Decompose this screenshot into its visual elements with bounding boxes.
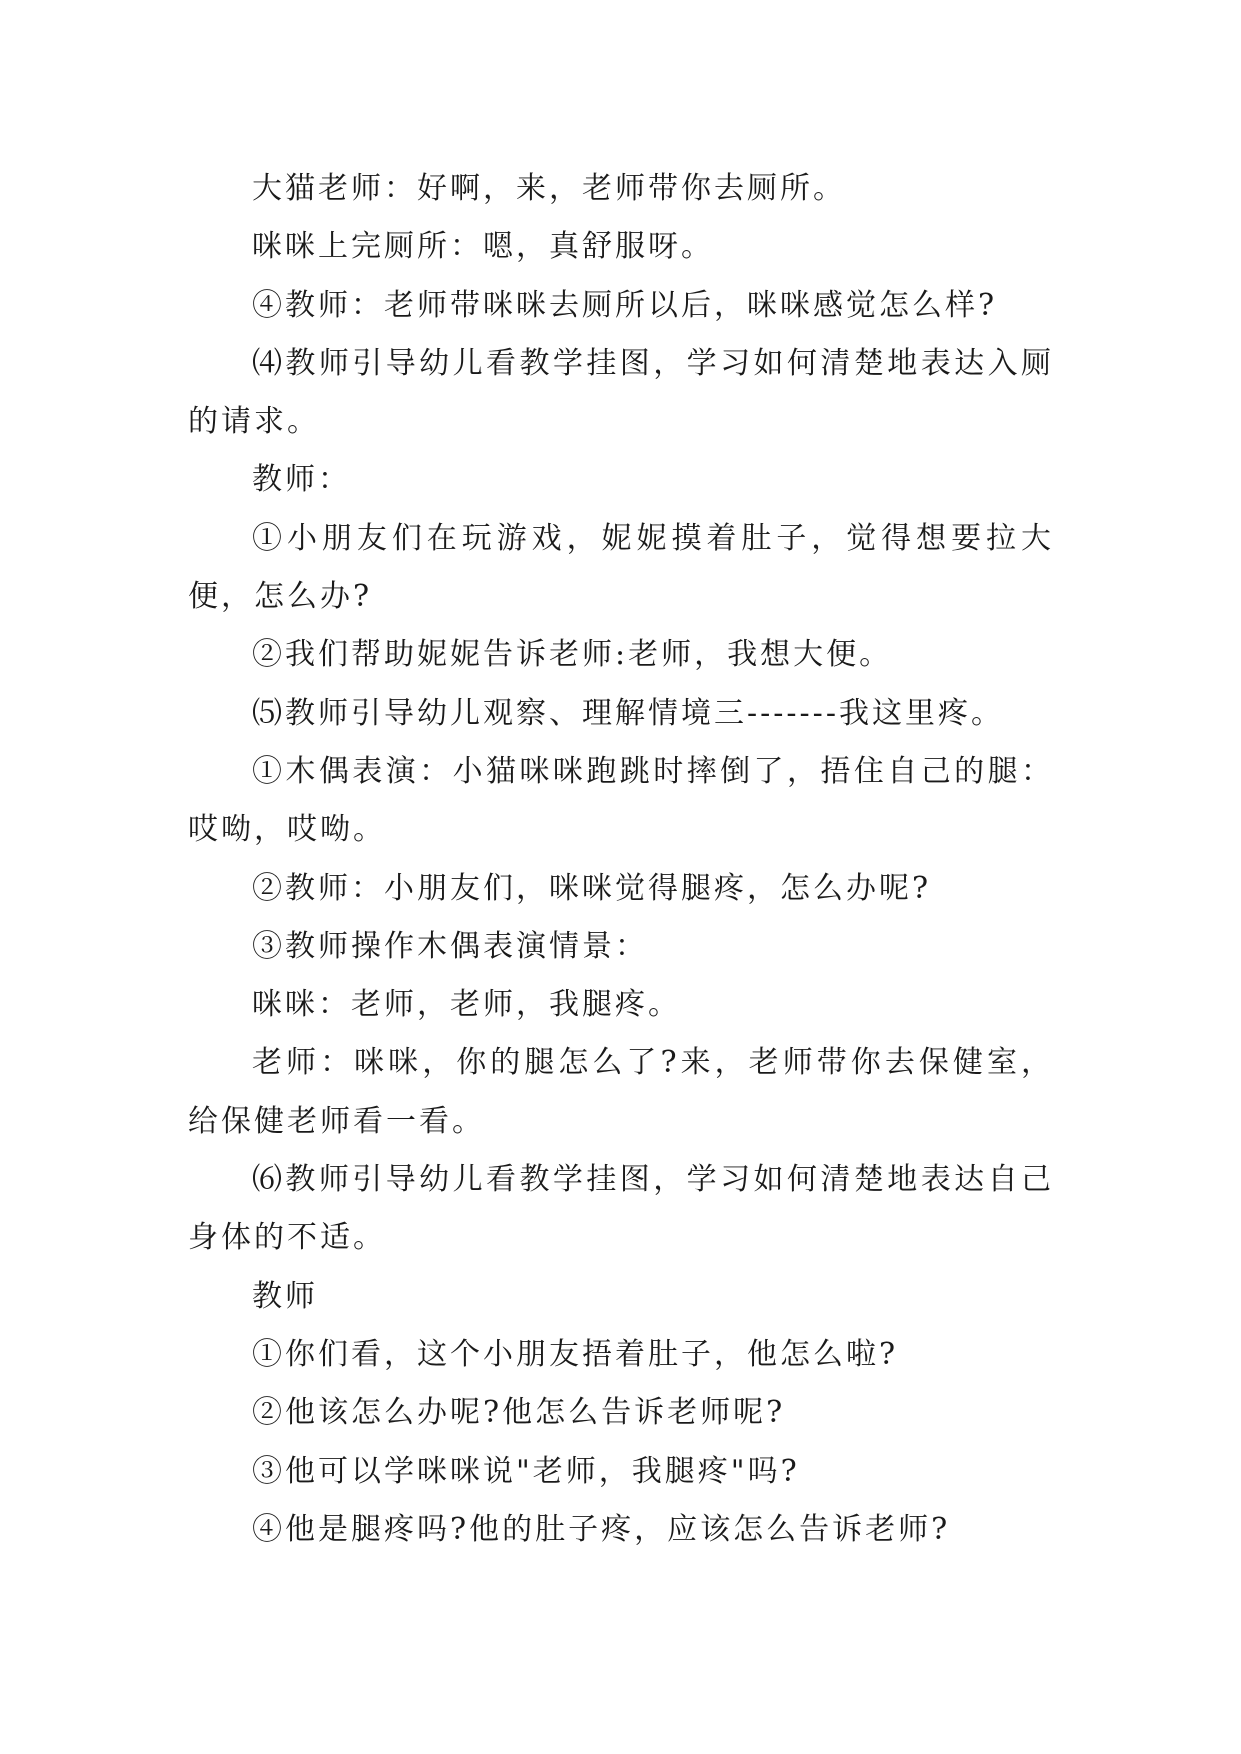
paragraph: 咪咪上完厕所：嗯，真舒服呀。 bbox=[252, 229, 714, 265]
paragraph: ②教师：小朋友们，咪咪觉得腿疼，怎么办呢? bbox=[252, 870, 932, 906]
paragraph: 教师 bbox=[252, 1278, 318, 1314]
paragraph: ④教师：老师带咪咪去厕所以后，咪咪感觉怎么样? bbox=[252, 287, 998, 323]
paragraph: ⑸教师引导幼儿观察、理解情境三-------我这里疼。 bbox=[252, 695, 1004, 731]
paragraph: ③教师操作木偶表演情景： bbox=[252, 928, 648, 964]
paragraph: ⑷教师引导幼儿看教学挂图，学习如何清楚地表达入厕的请求。 bbox=[188, 345, 1054, 440]
paragraph: ②他该怎么办呢?他怎么告诉老师呢? bbox=[252, 1395, 786, 1431]
paragraph: 老师：咪咪，你的腿怎么了?来，老师带你去保健室，给保健老师看一看。 bbox=[188, 1045, 1054, 1139]
paragraph: 教师： bbox=[252, 462, 351, 498]
paragraph: 大猫老师：好啊，来，老师带你去厕所。 bbox=[252, 171, 846, 206]
paragraph: 咪咪：老师，老师，我腿疼。 bbox=[252, 987, 681, 1023]
paragraph: ④他是腿疼吗?他的肚子疼，应该怎么告诉老师? bbox=[252, 1511, 951, 1547]
paragraph: ③他可以学咪咪说"老师，我腿疼"吗? bbox=[252, 1453, 800, 1489]
paragraph: ⑹教师引导幼儿看教学挂图，学习如何清楚地表达自己身体的不适。 bbox=[188, 1162, 1054, 1256]
paragraph: ①你们看，这个小朋友捂着肚子，他怎么啦? bbox=[252, 1336, 899, 1372]
paragraph: ①木偶表演：小猫咪咪跑跳时摔倒了，捂住自己的腿：哎呦，哎呦。 bbox=[188, 753, 1054, 848]
document-body bbox=[188, 160, 1054, 1559]
paragraph: ①小朋友们在玩游戏，妮妮摸着肚子，觉得想要拉大便，怎么办? bbox=[188, 520, 1054, 615]
paragraph: ②我们帮助妮妮告诉老师:老师，我想大便。 bbox=[252, 637, 893, 673]
